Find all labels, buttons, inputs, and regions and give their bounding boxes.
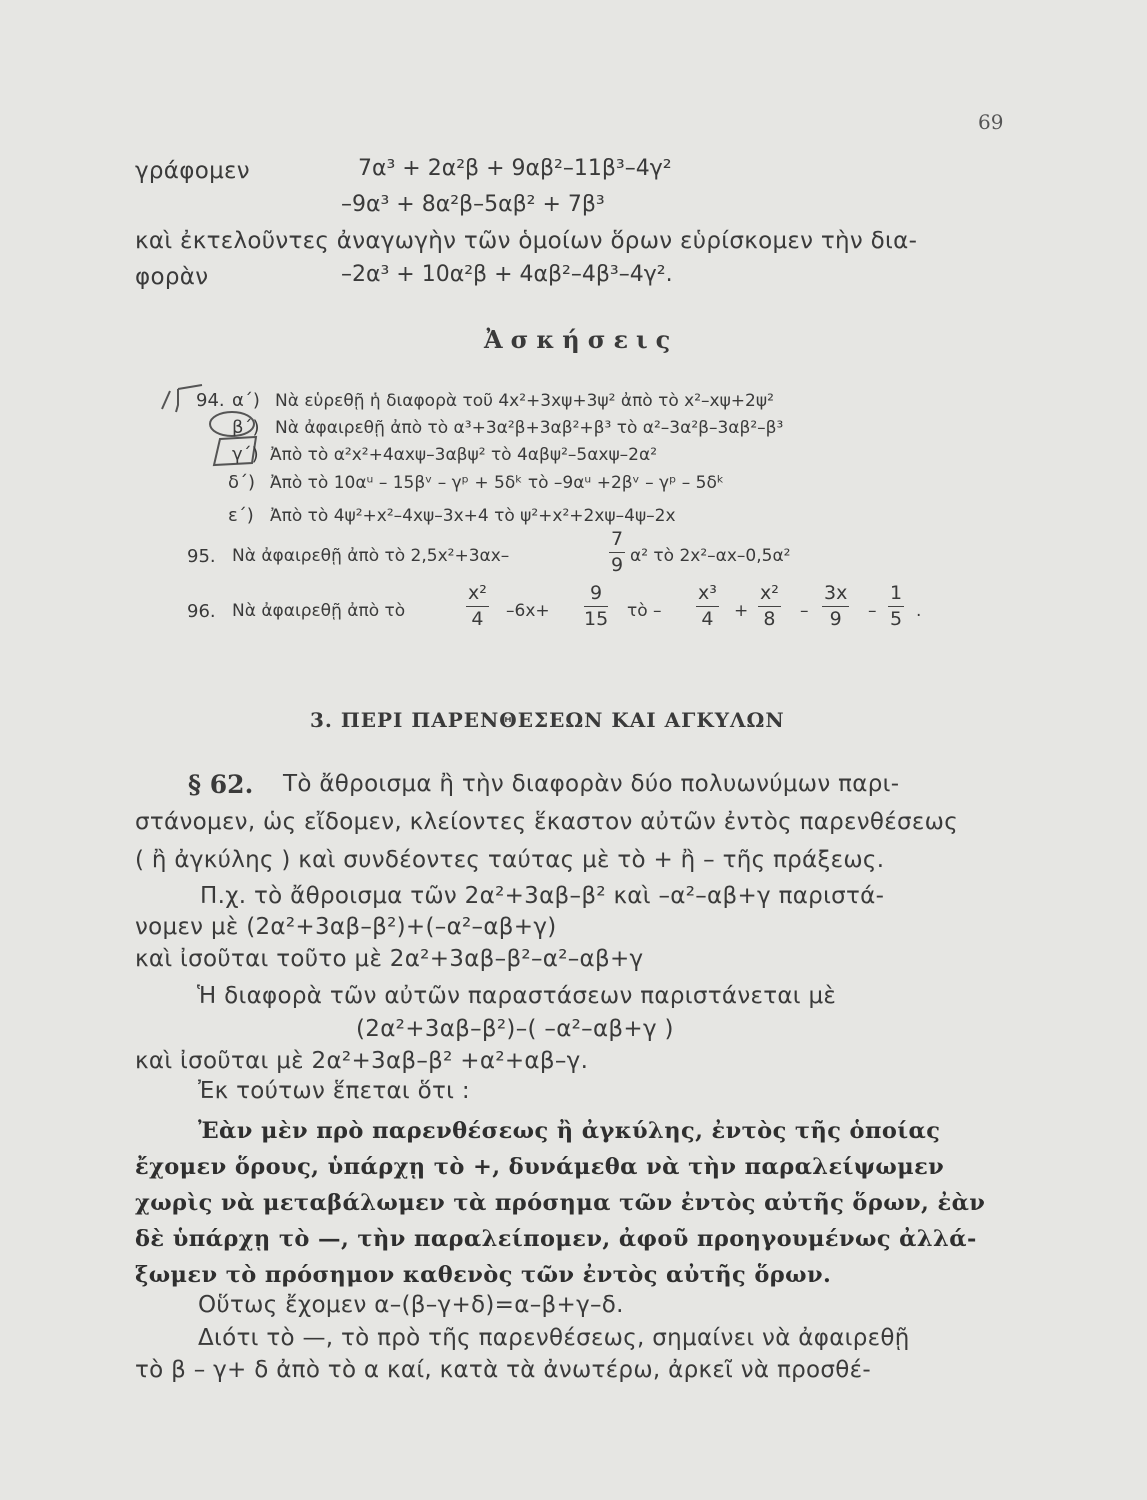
intro-expression-result: –2α³ + 10α²β + 4αβ²–4β³–4γ².	[341, 262, 673, 287]
paragraph-line: νομεν μὲ (2α²+3αβ–β²)+(–α²–αβ+γ)	[135, 914, 557, 940]
page-number: 69	[978, 110, 1004, 134]
exercise-96-middle-2: τὸ –	[627, 601, 662, 621]
paragraph-line: Οὕτως ἔχομεν α–(β–γ+δ)=α–β+γ–δ.	[198, 1292, 624, 1318]
exercise-95-fraction	[609, 530, 625, 575]
fraction-numerator: 7	[609, 530, 625, 553]
exercise-96-fraction-6	[888, 584, 904, 629]
exercise-94d-letter: δ΄)	[228, 472, 256, 493]
exercise-96-fraction-5	[822, 584, 849, 629]
exercise-94b-letter: β΄)	[232, 417, 260, 438]
intro-expression-1: 7α³ + 2α²β + 9αβ²–11β³–4γ²	[358, 156, 672, 181]
section-title: 3. ΠΕΡΙ ΠΑΡΕΝΘΕΣΕΩΝ ΚΑΙ ΑΓΚΥΛΩΝ	[310, 708, 785, 732]
intro-text-line: καὶ ἐκτελοῦντες ἀναγωγὴν τῶν ὁμοίων ὅρων εὑρίσκομεν τὴν δια-	[135, 228, 918, 254]
fraction-denominator: 5	[890, 608, 903, 630]
fraction-denominator: 8	[763, 608, 776, 630]
exercise-96-text-start: Νὰ ἀφαιρεθῇ ἀπὸ τὸ	[232, 601, 406, 621]
paragraph-line: στάνομεν, ὡς εἴδομεν, κλείοντες ἕκαστον αὐτῶν ἐντὸς παρενθέσεως	[135, 809, 959, 835]
fraction-denominator: 9	[611, 554, 624, 576]
paragraph-line: Ἡ διαφορὰ τῶν αὐτῶν παραστάσεων παριστάνεται μὲ	[197, 983, 837, 1009]
paragraph-line: Διότι τὸ —, τὸ πρὸ τῆς παρενθέσεως, σημαίνει νὰ ἀφαιρεθῇ	[198, 1325, 910, 1351]
exercises-title: Ἀσκήσεις	[484, 325, 679, 354]
exercise-96-fraction-4	[758, 584, 781, 629]
exercise-96-op-5: –	[868, 601, 877, 621]
exercise-94c-text: Ἀπὸ τὸ α²x²+4αxψ–3αβψ² τὸ 4αβψ²–5αxψ–2α²	[270, 445, 658, 465]
intro-label-foran: φορὰν	[135, 264, 209, 290]
exercise-94a-letter: α΄)	[232, 390, 260, 411]
intro-label-grafomen: γράφομεν	[135, 158, 250, 184]
paragraph-line: καὶ ἰσοῦται μὲ 2α²+3αβ–β² +α²+αβ–γ.	[135, 1048, 589, 1074]
exercise-95-text-start: Νὰ ἀφαιρεθῇ ἀπὸ τὸ 2,5x²+3αx–	[232, 546, 510, 566]
paragraph-line: καὶ ἰσοῦται τοῦτο μὲ 2α²+3αβ–β²–α²–αβ+γ	[135, 946, 644, 972]
intro-expression-2: –9α³ + 8α²β–5αβ² + 7β³	[341, 192, 605, 217]
exercise-96-middle-1: –6x+	[506, 601, 550, 621]
paragraph-line: Τὸ ἄθροισμα ἢ τὴν διαφορὰν δύο πολυωνύμων παρι-	[283, 771, 900, 797]
rule-bold-line: Ἐὰν μὲν πρὸ παρενθέσεως ἢ ἀγκύλης, ἐντὸς τῆς ὁποίας	[198, 1118, 941, 1144]
rule-bold-line: ξωμεν τὸ πρόσημον καθενὸς τῶν ἐντὸς αὐτῆς ὅρων.	[135, 1262, 832, 1288]
paragraph-line: Π.χ. τὸ ἄθροισμα τῶν 2α²+3αβ–β² καὶ –α²–αβ+γ παριστά-	[200, 883, 885, 909]
exercise-96-op-4: –	[800, 601, 809, 621]
exercise-94-number: 94.	[196, 390, 225, 411]
fraction-numerator: 3x	[822, 584, 849, 607]
paragraph-line: (2α²+3αβ–β²)–( –α²–αβ+γ )	[356, 1016, 674, 1042]
fraction-denominator: 9	[829, 608, 842, 630]
exercise-96-fraction-1	[466, 584, 489, 629]
fraction-numerator: 9	[584, 584, 608, 607]
paragraph-number: § 62.	[188, 770, 254, 799]
fraction-numerator: 1	[888, 584, 904, 607]
rule-bold-line: χωρὶς νὰ μεταβάλωμεν τὰ πρόσημα τῶν ἐντὸς αὐτῆς ὅρων, ἐὰν	[135, 1190, 986, 1216]
exercise-96-op-3: +	[734, 601, 749, 621]
paragraph-line: Ἐκ τούτων ἕπεται ὅτι :	[198, 1078, 470, 1104]
exercise-94b-text: Νὰ ἀφαιρεθῇ ἀπὸ τὸ α³+3α²β+3αβ²+β³ τὸ α²–3α²β–3αβ²–β³	[275, 418, 784, 438]
exercise-94d-text: Ἀπὸ τὸ 10αᵘ – 15βᵛ – γᵖ + 5δᵏ τὸ –9αᵘ +2βᵛ – γᵖ – 5δᵏ	[270, 473, 725, 493]
fraction-denominator: 15	[584, 608, 609, 630]
exercise-94a-text: Νὰ εὑρεθῇ ἡ διαφορὰ τοῦ 4x²+3xψ+3ψ² ἀπὸ τὸ x²–xψ+2ψ²	[275, 391, 774, 411]
fraction-denominator: 4	[471, 608, 484, 630]
fraction-denominator: 4	[701, 608, 714, 630]
exercise-95-number: 95.	[187, 546, 216, 567]
fraction-numerator: x²	[466, 584, 489, 607]
exercise-96-number: 96.	[187, 601, 216, 622]
exercise-96-end: .	[916, 601, 922, 621]
exercise-94c-letter: γ΄)	[232, 444, 259, 465]
exercise-96-fraction-3	[696, 584, 719, 629]
rule-bold-line: ἔχομεν ὅρους, ὑπάρχῃ τὸ +, δυνάμεθα νὰ τὴν παραλείψωμεν	[135, 1154, 945, 1180]
exercise-94e-text: Ἀπὸ τὸ 4ψ²+x²–4xψ–3x+4 τὸ ψ²+x²+2xψ–4ψ–2x	[270, 506, 676, 526]
paragraph-line: τὸ β – γ+ δ ἀπὸ τὸ α καί, κατὰ τὰ ἀνωτέρω, ἀρκεῖ νὰ προσθέ-	[135, 1357, 871, 1383]
exercise-96-fraction-2	[584, 584, 608, 629]
paragraph-line: ( ἢ ἀγκύλης ) καὶ συνδέοντες ταύτας μὲ τὸ + ἢ – τῆς πράξεως.	[135, 847, 885, 873]
fraction-numerator: x²	[758, 584, 781, 607]
exercise-94e-letter: ε΄)	[228, 505, 254, 526]
exercise-95-text-end: α² τὸ 2x²–αx–0,5α²	[630, 546, 791, 566]
fraction-numerator: x³	[696, 584, 719, 607]
rule-bold-line: δὲ ὑπάρχῃ τὸ —, τὴν παραλείπομεν, ἀφοῦ προηγουμένως ἀλλά-	[135, 1226, 977, 1252]
